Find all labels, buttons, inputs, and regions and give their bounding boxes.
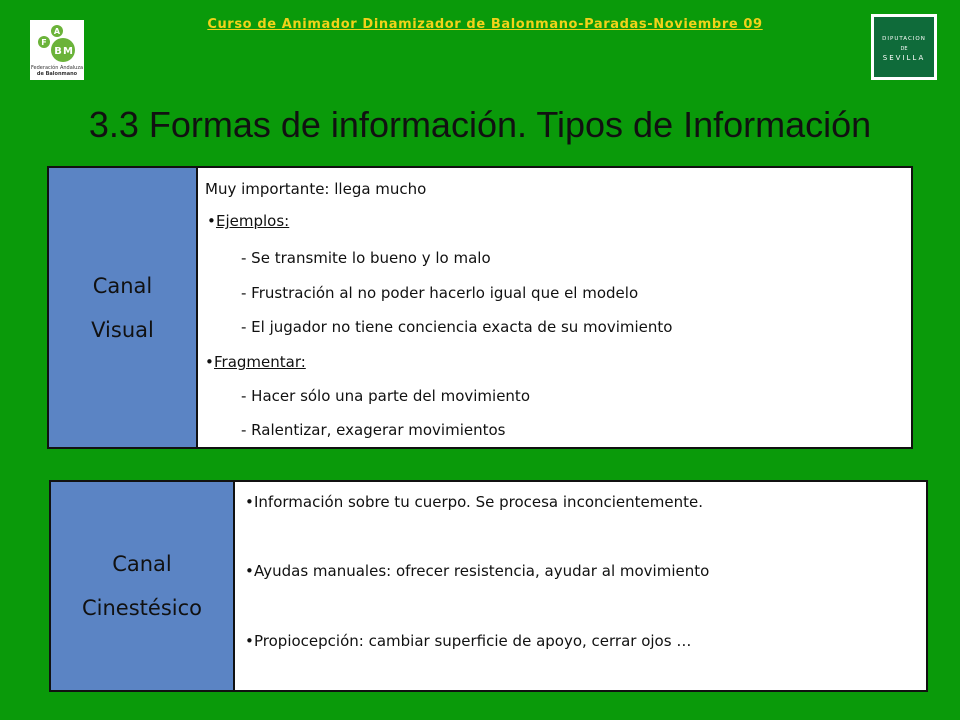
- visual-ejemplo-item: - Frustración al no poder hacerlo igual que el modelo: [241, 284, 639, 302]
- visual-fragmentar-item: - Hacer sólo una parte del movimiento: [241, 387, 530, 405]
- visual-fragmentar-item: - Ralentizar, exagerar movimientos: [241, 421, 506, 439]
- fabm-logo: [30, 20, 84, 80]
- diputacion-logo: [871, 14, 937, 80]
- fabm-letter-f: F: [41, 38, 47, 47]
- visual-channel-label-line-2: Visual: [91, 317, 154, 342]
- cinestesico-channel-label-box: [51, 482, 235, 690]
- fabm-letter-m: M: [63, 46, 73, 57]
- diputacion-logo-middle: DE: [900, 46, 908, 52]
- fabm-letter-a: A: [53, 27, 61, 36]
- visual-ejemplo-item: - El jugador no tiene conciencia exacta de su movimiento: [241, 318, 673, 336]
- cinestesico-channel-panel: [49, 480, 928, 692]
- diputacion-logo-top: DIPUTACION: [882, 36, 926, 42]
- fabm-caption-2: de Balonmano: [36, 71, 78, 77]
- visual-ejemplos-heading: [216, 212, 289, 230]
- fabm-letter-b: B: [54, 46, 62, 57]
- course-header: Curso de Animador Dinamizador de Balonmano-Paradas-Noviembre 09: [207, 17, 763, 32]
- cinestesico-item: • Ayudas manuales: ofrecer resistencia, ayudar al movimiento: [254, 562, 709, 580]
- cinestesico-item: • Información sobre tu cuerpo. Se procesa inconcientemente.: [254, 493, 703, 511]
- visual-ejemplos-label: Ejemplos:: [216, 212, 290, 230]
- diputacion-logo-graphic: [871, 14, 937, 80]
- visual-fragmentar-heading: [214, 353, 306, 371]
- slide-title: 3.3 Formas de información. Tipos de Información: [88, 104, 872, 145]
- visual-channel-label-line-1: Canal: [92, 273, 153, 298]
- visual-intro-text: Muy importante: llega mucho: [205, 180, 427, 198]
- visual-channel-label-box: [49, 168, 198, 447]
- diputacion-logo-bottom: SEVILLA: [882, 54, 926, 62]
- visual-ejemplo-item: - Se transmite lo bueno y lo malo: [241, 249, 491, 267]
- cinestesico-channel-label-line-1: Canal: [112, 552, 172, 576]
- fabm-caption-1: Federación Andaluza: [30, 65, 84, 71]
- visual-channel-panel: [47, 166, 913, 449]
- fabm-logo-graphic: [30, 20, 84, 80]
- cinestesico-item: • Propiocepción: cambiar superficie de apoyo, cerrar ojos …: [254, 632, 691, 650]
- visual-fragmentar-label: Fragmentar:: [214, 353, 306, 371]
- cinestesico-channel-label-line-2: Cinestésico: [82, 596, 202, 620]
